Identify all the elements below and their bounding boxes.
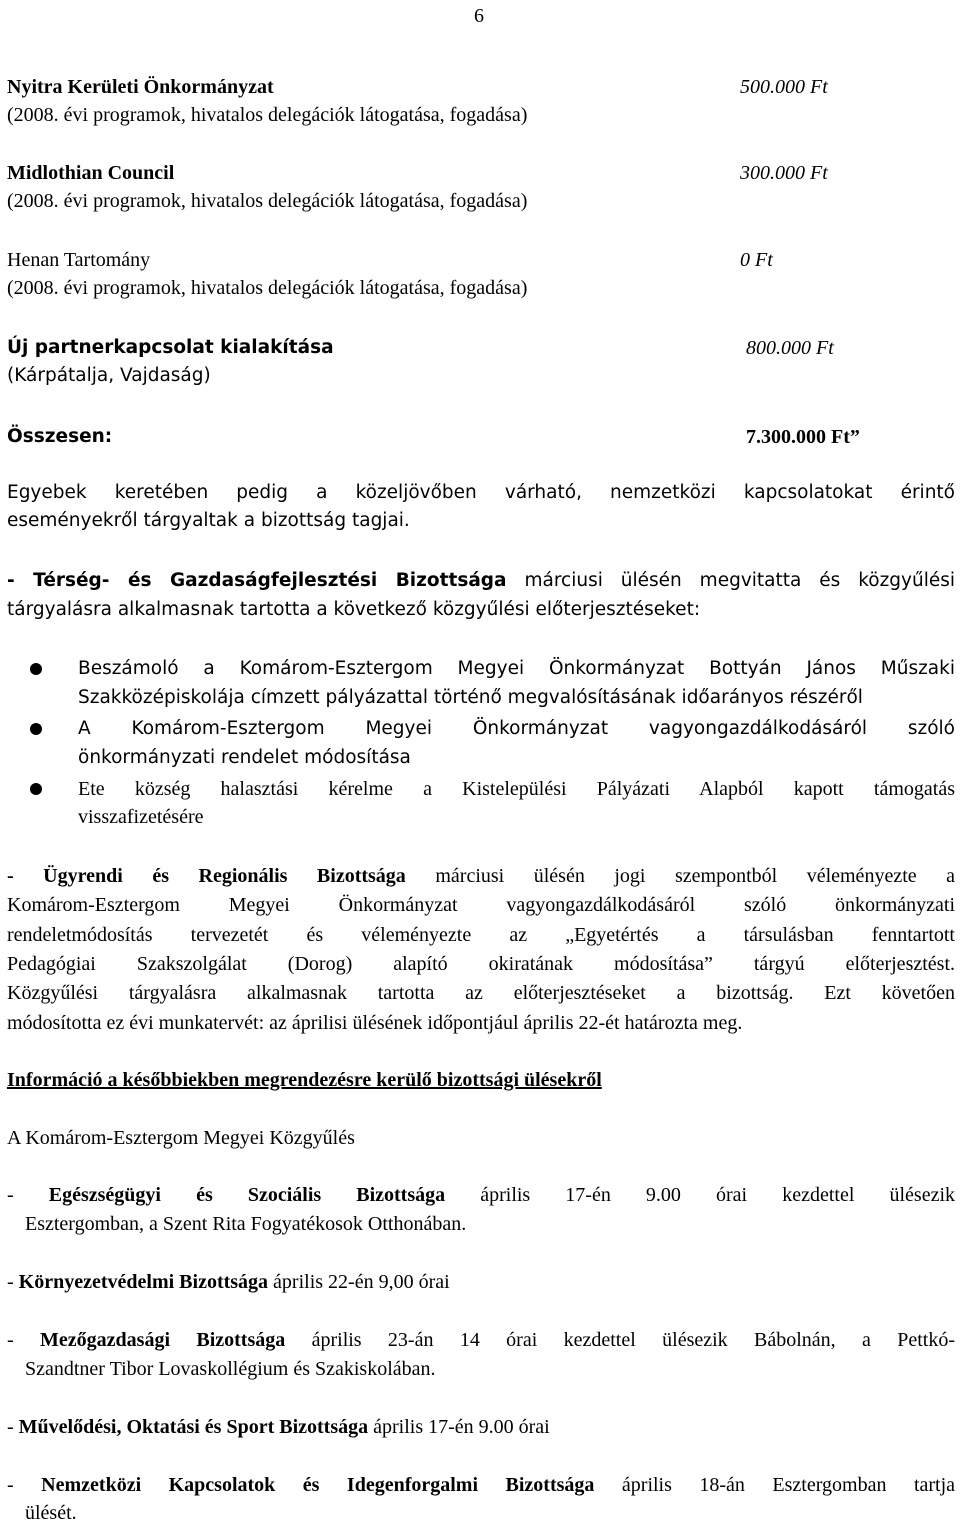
paragraph-line: eseményekről tárgyaltak a bizottság tagjai. [7,510,410,531]
meeting-text: április 18-án Esztergomban tartja [621,1474,956,1496]
meeting-item-cont: Esztergomban, a Szent Rita Fogyatékosok Otthonában. [25,1213,467,1235]
meeting-item: - Művelődési, Oktatási és Sport Bizottsága április 17-én 9.00 órai [7,1416,550,1438]
grant-name: Henan Tartomány [7,249,151,271]
grant-name: Új partnerkapcsolat kialakítása [7,337,334,358]
list-item-line: Ete község halasztási kérelme a Kistelepülési Pályázati Alapból kapott támogatás [78,778,955,800]
meeting-text: április 23-án 14 órai kezdettel ülésezik Bábolnán, a Pettkó- [311,1329,956,1351]
meeting-item-cont: ülését. [25,1502,77,1524]
paragraph-line: Pedagógiai Szakszolgálat (Dorog) alapító okiratának módosítása” tárgyú előterjesztést. [7,953,955,975]
paragraph-text: márciusi ülésén megvitatta és közgyűlési [524,570,955,591]
committee-name: - Ügyrendi és Regionális Bizottsága [7,865,406,887]
bullet-icon [30,723,42,735]
committee-name: Nemzetközi Kapcsolatok és Idegenforgalmi Bizottsága [41,1474,595,1496]
paragraph-line: rendeletmódosítás tervezetét és véleményezte az „Egyetértés a társulásban fenntartott [7,924,955,946]
total-label: Összesen: [7,426,113,447]
paragraph-line: módosította ez évi munkatervét: az áprilisi ülésének időpontjául április 22-ét határozta meg. [7,1012,743,1034]
committee-name: Egészségügyi és Szociális Bizottsága [48,1184,446,1206]
meeting-text: április 22-én 9,00 órai [273,1271,450,1293]
committee-name: Művelődési, Oktatási és Sport Bizottsága [18,1416,369,1438]
paragraph-text: márciusi ülésén jogi szempontból véleményezte a [435,865,956,887]
grant-name: Nyitra Kerületi Önkormányzat [7,76,274,98]
meeting-item: - Környezetvédelmi Bizottsága április 22-én 9,00 órai [7,1271,450,1293]
paragraph-line: Egyebek keretében pedig a közeljövőben várható, nemzetközi kapcsolatokat érintő [7,482,955,503]
list-item-line: visszafizetésére [78,806,204,828]
section-heading: Információ a későbbiekben megrendezésre kerülő bizottsági ülésekről [7,1069,602,1091]
bullet-icon [30,663,42,675]
meeting-item: - Nemzetközi Kapcsolatok és Idegenforgalmi Bizottsága április 18-án Esztergomban tartja [7,1474,956,1496]
committee-name: Mezőgazdasági Bizottsága [40,1329,286,1351]
grant-desc: (2008. évi programok, hivatalos delegációk látogatása, fogadása) [7,277,528,299]
committee-name: Környezetvédelmi Bizottsága [18,1271,269,1293]
committee-name: - Térség- és Gazdaságfejlesztési Bizottsága [7,570,507,591]
paragraph-line: Közgyűlési tárgyalásra alkalmasnak tartotta az előterjesztéseket a bizottság. Ezt követően [7,982,955,1004]
grant-desc: (2008. évi programok, hivatalos delegációk látogatása, fogadása) [7,104,528,126]
bullet-icon [30,783,42,795]
list-item-line: önkormányzati rendelet módosítása [78,747,411,768]
list-item-line: Szakközépiskolája címzett pályázattal történő megvalósításának időarányos részéről [78,687,863,708]
grant-desc: (2008. évi programok, hivatalos delegációk látogatása, fogadása) [7,190,528,212]
total-amount: 7.300.000 Ft” [746,426,860,448]
meeting-item: - Egészségügyi és Szociális Bizottsága április 17-én 9.00 órai kezdettel ülésezik [7,1184,955,1206]
grant-amount: 500.000 Ft [740,76,828,98]
grant-desc: (Kárpátalja, Vajdaság) [7,365,211,386]
meeting-text: április 17-én 9.00 órai [373,1416,550,1438]
page-number: 6 [474,5,484,27]
grant-amount: 300.000 Ft [740,162,828,184]
list-item-line: A Komárom-Esztergom Megyei Önkormányzat vagyongazdálkodásáról szóló [78,718,955,739]
grant-amount: 800.000 Ft [746,337,834,359]
grant-amount: 0 Ft [740,249,773,271]
paragraph-line: tárgyalásra alkalmasnak tartotta a következő közgyűlési előterjesztéseket: [7,599,701,620]
committee-paragraph-line [7,567,955,595]
grant-name: Midlothian Council [7,162,175,184]
meeting-item-cont: Szandtner Tibor Lovaskollégium és Szakiskolában. [25,1358,436,1380]
paragraph-line: Komárom-Esztergom Megyei Önkormányzat vagyongazdálkodásáról szóló önkormányzati [7,894,955,916]
list-item-line: Beszámoló a Komárom-Esztergom Megyei Önkormányzat Bottyán János Műszaki [78,658,955,679]
meeting-text: április 17-én 9.00 órai kezdettel ülésezik [480,1184,955,1206]
meeting-item: - Mezőgazdasági Bizottsága április 23-án 14 órai kezdettel ülésezik Bábolnán, a Pettkó- [7,1329,956,1351]
assembly-name: A Komárom-Esztergom Megyei Közgyűlés [7,1127,355,1149]
committee-paragraph-line [7,862,955,890]
